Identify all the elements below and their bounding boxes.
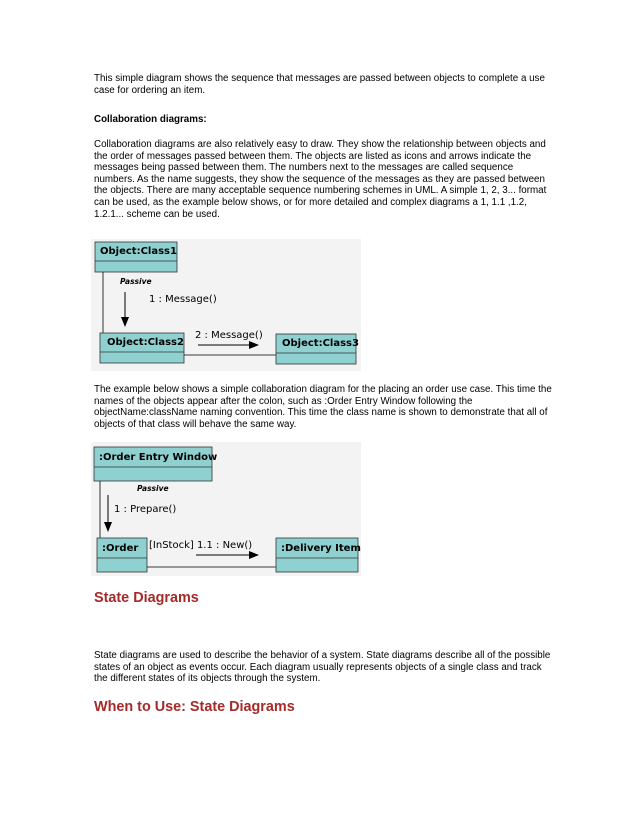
delivery-item-box	[276, 538, 361, 572]
class2-box	[100, 333, 184, 363]
order-box	[97, 538, 147, 572]
intro-paragraph: This simple diagram shows the sequence that messages are passed between objects to complete a use case for ordering an item.	[94, 73, 545, 96]
order-label: :Order	[102, 543, 139, 554]
new-message-label: [InStock] 1.1 : New()	[149, 540, 253, 551]
message-1-label: 1 : Message()	[149, 294, 217, 305]
delivery-item-label: :Delivery Item	[281, 543, 361, 554]
class1-label: Object:Class1	[100, 246, 177, 257]
state-diagrams-paragraph: State diagrams are used to describe the behavior of a system. State diagrams describe all of the possible states of an object as events occur. Each diagram usually represents objects of a single class and track the different states of its objects through the system.	[94, 650, 551, 685]
collaboration-paragraph: Collaboration diagrams are also relatively easy to draw. They show the relationship between objects and the order of messages passed between them. The objects are listed as icons and arrows indicate the messages being passed between them. The numbers next to the messages are called sequence numbers. As the name suggests, they show the sequence of the messages as they are passed between the objects. There are many acceptable sequence numbering schemes in UML. A simple 1, 2, 3... format can be used, as the example below shows, or for more detailed and complex diagrams a 1, 1.1 ,1.2, 1.2.1... scheme can be used.	[94, 139, 547, 220]
class1-box	[95, 242, 177, 272]
message-2-label: 2 : Message()	[195, 330, 263, 341]
collaboration-diagram-1	[91, 239, 361, 371]
class2-label: Object:Class2	[107, 337, 184, 348]
state-diagrams-heading: State Diagrams	[94, 590, 199, 606]
when-to-use-heading: When to Use: State Diagrams	[94, 699, 295, 715]
order-entry-window-box	[94, 447, 217, 481]
example-paragraph: The example below shows a simple collaboration diagram for the placing an order use case. This time the names of the objects appear after the colon, such as :Order Entry Window following the objectName:className naming convention. This time the class name is shown to demonstrate that all of objects of that class will behave the same way.	[94, 384, 552, 430]
collaboration-subheading: Collaboration diagrams:	[94, 114, 207, 125]
passive-label-1: Passive	[120, 277, 152, 286]
passive-label-2: Passive	[137, 484, 169, 493]
prepare-message-label: 1 : Prepare()	[114, 504, 177, 515]
class3-box	[276, 334, 359, 364]
class3-label: Object:Class3	[282, 338, 359, 349]
order-entry-window-label: :Order Entry Window	[99, 452, 218, 463]
collaboration-diagram-2	[91, 442, 361, 576]
